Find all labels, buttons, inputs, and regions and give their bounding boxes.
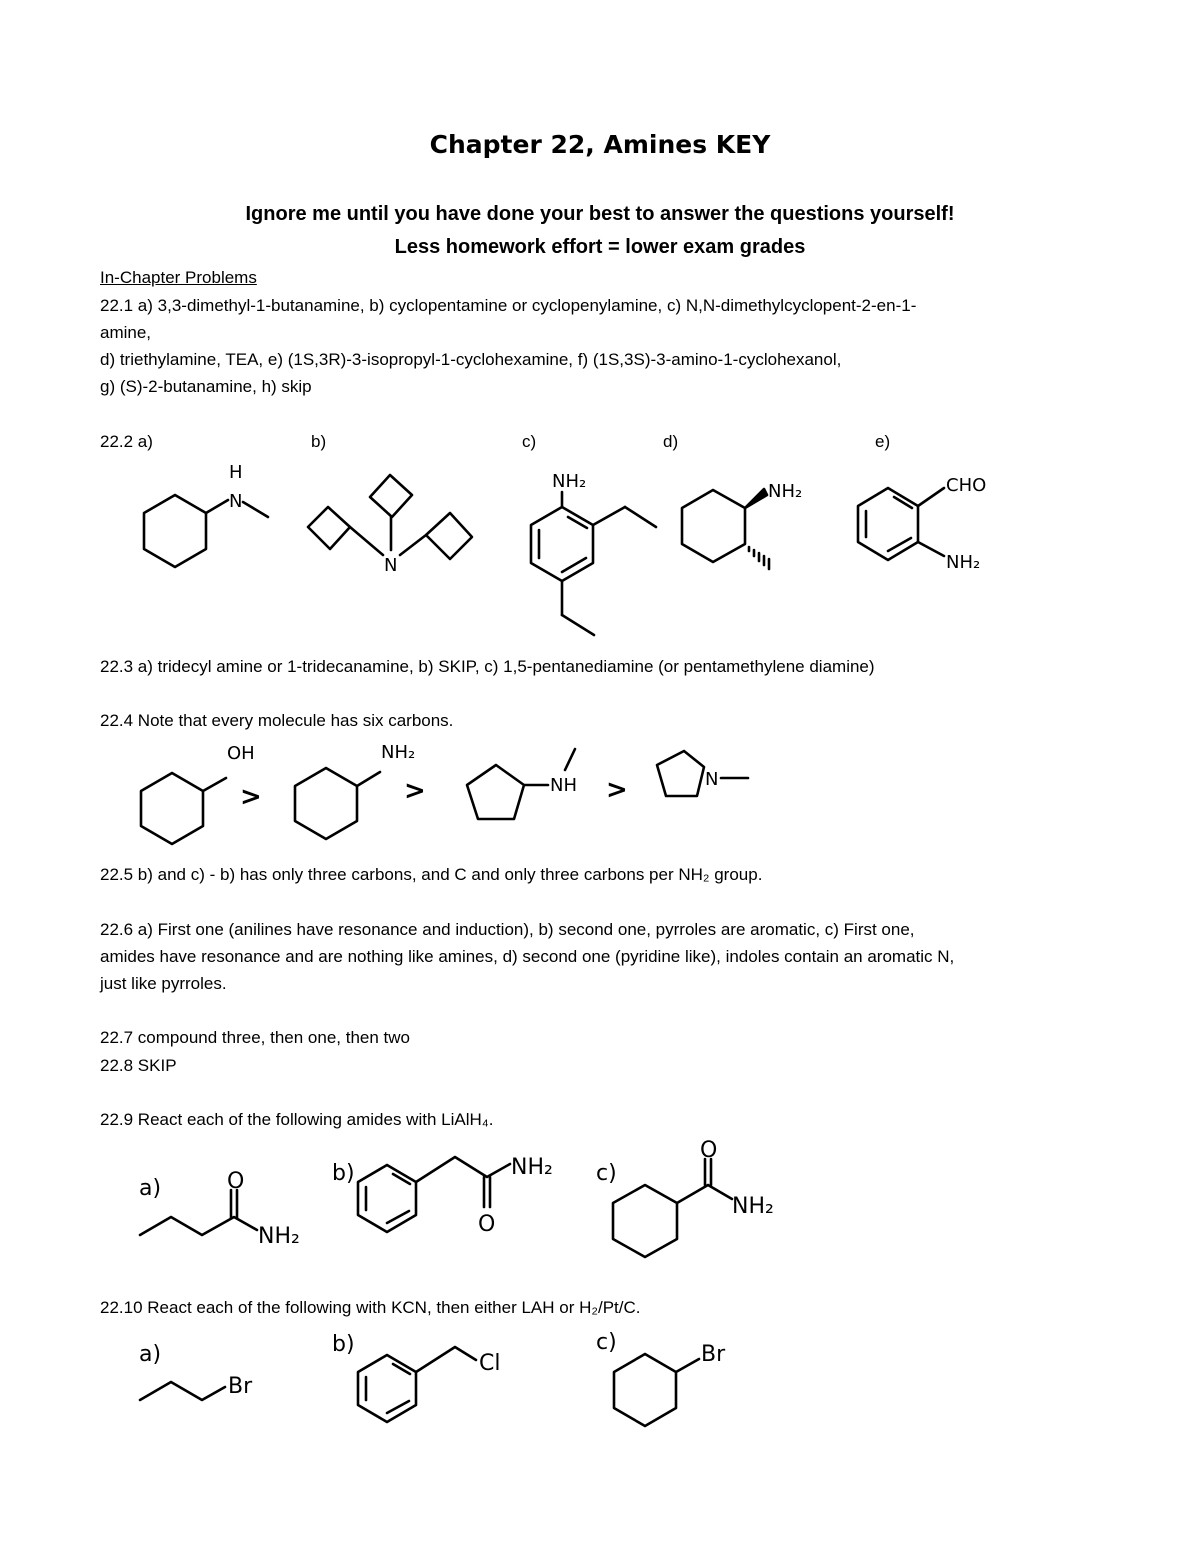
answer-22-8: 22.8 SKIP [100,1056,177,1075]
answer-22-6-line-2: amides have resonance and are nothing like amines, d) second one (pyridine like), indoles contain an aromatic N, [100,947,955,966]
answer-22-1-line-1: 22.1 a) 3,3-dimethyl-1-butanamine, b) cyclopentamine or cyclopenylamine, c) N,N-dimethylcyclopent-2-en-1- [100,296,917,315]
answer-22-2-label-a: 22.2 a) [100,432,153,451]
atom-label-nh2: NH₂ [552,471,587,492]
atom-label-br: Br [701,1342,726,1367]
structures-22-2 [0,455,1200,655]
answer-22-1-line-2: amine, [100,323,152,342]
atom-label-n: N [384,555,398,576]
label-a: a) [139,1176,162,1201]
atom-label-nh2: NH₂ [511,1155,553,1180]
structure-n-methylcyclopentylamine [467,749,577,819]
atom-label-o: O [227,1169,245,1194]
answer-22-6-line-1: 22.6 a) First one (anilines have resonance and induction), b) second one, pyrroles are aromatic, c) First one, [100,920,915,939]
answer-22-1-line-3: d) triethylamine, TEA, e) (1S,3R)-3-isopropyl-1-cyclohexamine, f) (1S,3S)-3-amino-1-cyclohexanol, [100,350,842,369]
atom-label-o: O [700,1138,718,1163]
answer-22-5: 22.5 b) and c) - b) has only three carbons, and C and only three carbons per NH₂ group. [100,865,763,884]
structures-22-4 [0,735,1200,835]
answer-22-2-label-d: d) [663,432,679,451]
page-title: Chapter 22, Amines KEY [429,130,771,159]
atom-label-cho: CHO [946,475,987,496]
answer-22-4: 22.4 Note that every molecule has six carbons. [100,711,454,730]
structure-22-9-c [596,1138,774,1257]
structure-cyclohexylamine [295,742,415,839]
structure-22-10-c [596,1330,726,1426]
answer-22-2-label-b: b) [311,432,327,451]
atom-label-cl: Cl [479,1351,501,1376]
structure-22-9-b [332,1155,553,1237]
atom-label-br: Br [228,1374,253,1399]
atom-label-nh2: NH₂ [768,481,803,502]
structure-n-methylpyrrolidine [657,751,748,796]
warning-line-2: Less homework effort = lower exam grades [394,236,806,258]
label-a: a) [139,1342,162,1367]
structures-22-10 [0,1322,1200,1452]
structure-22-2-c [531,471,656,635]
answer-22-3: 22.3 a) tridecyl amine or 1-tridecanamine, b) SKIP, c) 1,5-pentanediamine (or pentamethylene diamine) [100,657,875,676]
section-heading: In-Chapter Problems [100,268,257,287]
answer-22-2-label-e: e) [875,432,891,451]
answer-22-10: 22.10 React each of the following with KCN, then either LAH or H₂/Pt/C. [100,1298,641,1317]
atom-label-nh: NH [550,775,577,796]
structure-22-10-b [332,1332,500,1422]
atom-label-nh2: NH₂ [381,742,416,763]
atom-label-h: H [229,462,243,483]
greater-than-2: > [404,776,426,806]
answer-22-9: 22.9 React each of the following amides with LiAlH₄. [100,1110,494,1129]
atom-label-n: N [705,769,719,790]
answer-22-1-line-4: g) (S)-2-butanamine, h) skip [100,377,312,396]
structure-22-10-a [139,1342,253,1400]
atom-label-oh: OH [227,743,255,764]
label-c: c) [596,1161,617,1186]
answer-22-6-line-3: just like pyrroles. [100,974,227,993]
structure-22-2-e [858,475,986,573]
greater-than-3: > [606,775,628,805]
structure-cyclohexanol [141,743,255,844]
atom-label-nh2: NH₂ [258,1224,300,1249]
atom-label-n: N [229,491,243,512]
answer-22-2-label-c: c) [522,432,537,451]
structure-22-9-a [139,1169,300,1249]
structure-22-2-b [308,475,472,576]
atom-label-nh2: NH₂ [732,1194,774,1219]
structure-22-2-d [682,481,802,569]
structures-22-9 [0,1132,1200,1262]
structure-22-2-a [144,462,268,567]
answer-22-7: 22.7 compound three, then one, then two [100,1028,411,1047]
warning-line-1: Ignore me until you have done your best to answer the questions yourself! [245,203,955,225]
label-b: b) [332,1332,355,1357]
atom-label-nh2: NH₂ [946,552,981,573]
greater-than-1: > [240,782,262,812]
label-b: b) [332,1161,355,1186]
label-c: c) [596,1330,617,1355]
atom-label-o: O [478,1212,496,1237]
